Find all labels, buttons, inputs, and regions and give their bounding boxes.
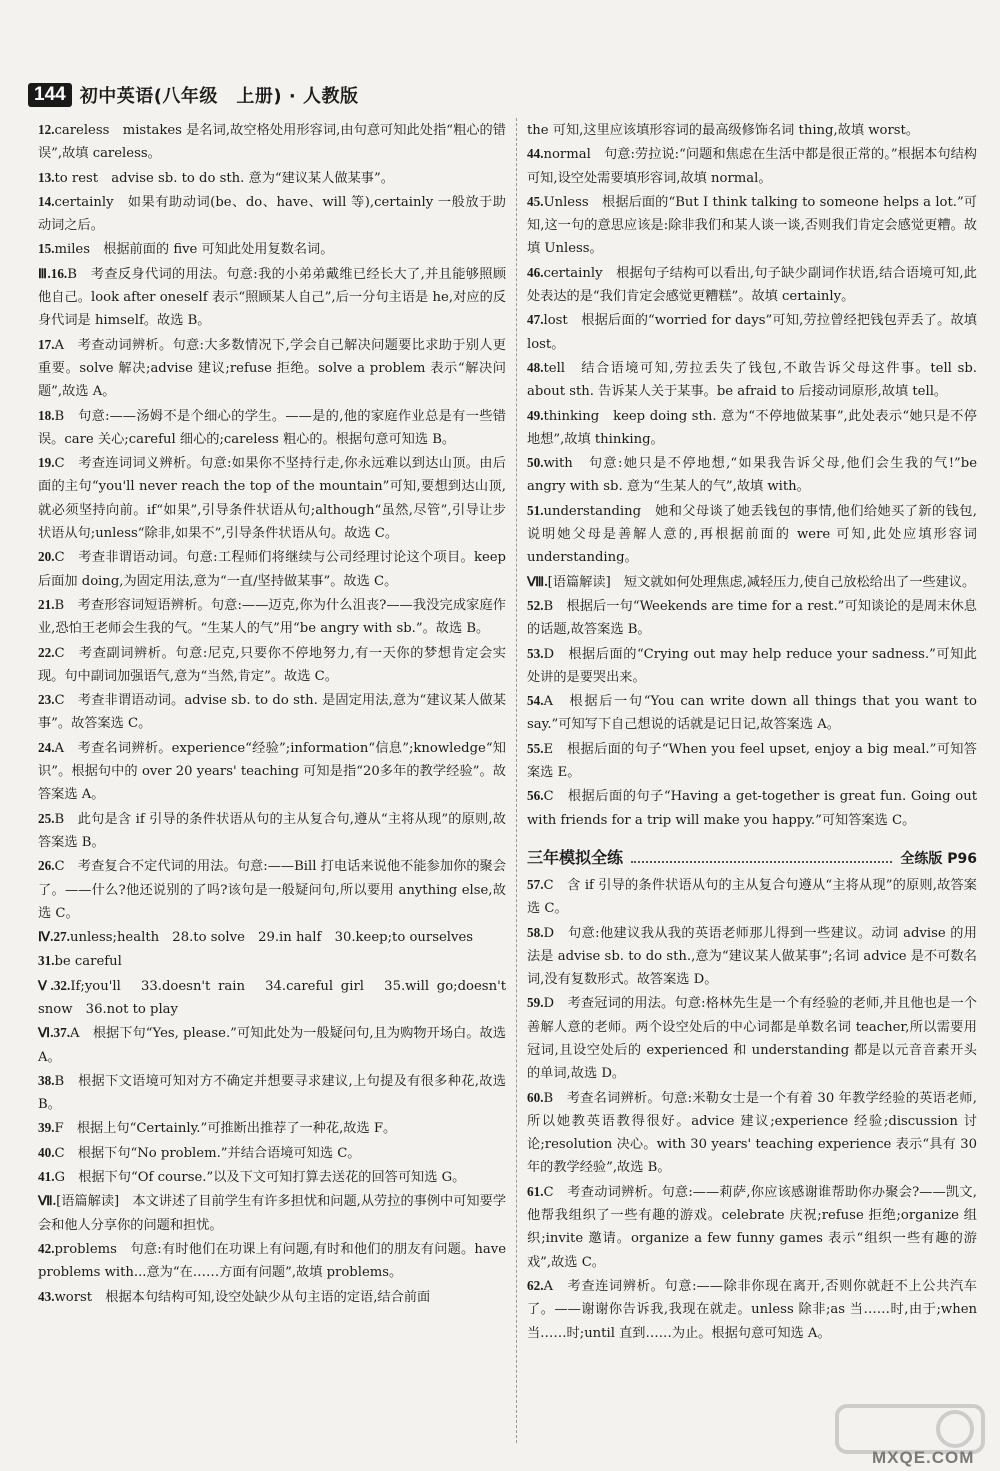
- answer-entry: [38, 1165, 506, 1189]
- answer-entry: [38, 118, 506, 166]
- answer-text: C 考查连词词义辨析。句意:如果你不坚持行走,你永远难以到达山顶。由后面的主句“you'll never reach the top of the mountain”可知,要想到达山顶,就必须坚持向前。if“如果”,引导条件状语从句;although“虽然,尽管”,引导让步状语从句;unless“除非,如果不”,引导条件状语从句。故选 C。: [38, 456, 506, 542]
- answer-number: 14.: [38, 193, 55, 209]
- answer-entry: [527, 499, 977, 570]
- answer-text: A 考查动词辨析。句意:大多数情况下,学会自己解决问题要比求助于别人更重要。solve 解决;advise 建议;refuse 拒绝。solve a problem 表示“解决问题”,故选 A。: [38, 337, 506, 400]
- answer-text: Unless 根据后面的“But I think talking to someone helps a lot.”可知,这一句的意思应该是:除非我们和某人谈一谈,否则我们肯定会感觉更糟。故填 Unless。: [527, 194, 977, 257]
- answer-number: 59.: [527, 995, 544, 1011]
- answer-number: Ⅲ.16.: [38, 265, 68, 281]
- answer-number: 42.: [38, 1240, 55, 1256]
- answer-entry: [38, 949, 506, 973]
- answer-text: C 考查动词辨析。句意:——莉萨,你应该感谢谁帮助你办聚会?——凯文,他帮我组织了一些有趣的游戏。celebrate 庆祝;refuse 拒绝;organize 组织;invite 邀请。organize a few funny games 表示“组织一些有趣的游戏”,故选 C。: [527, 1184, 977, 1270]
- answer-entry: [527, 118, 977, 142]
- answer-entry: [38, 736, 506, 807]
- answer-text: A 根据后一句“You can write down all things that you want to say.”可知写下自己想说的话就是记日记,故答案选 A。: [527, 694, 977, 733]
- answer-number: 31.: [38, 953, 55, 969]
- answer-text: E 根据后面的句子“When you feel upset, enjoy a big meal.”可知答案选 E。: [527, 741, 977, 781]
- answer-text: normal 句意:劳拉说:“问题和焦虑在生活中都是很正常的。”根据本句结构可知,设空处需要填形容词,故填 normal。: [527, 147, 977, 186]
- right-column-bottom: [527, 873, 977, 1345]
- answer-number: 25.: [38, 810, 55, 826]
- section-page-ref: 全练版 P96: [900, 850, 977, 867]
- answer-text: be careful: [54, 954, 122, 970]
- answer-number: Ⅴ.32.: [38, 977, 71, 993]
- answer-number: 60.: [527, 1089, 544, 1105]
- answer-entry: [38, 925, 506, 949]
- answer-text: G 根据下句“Of course.”以及下文可知打算去送花的回答可知选 G。: [54, 1170, 466, 1186]
- answer-entry: [527, 689, 977, 737]
- answer-number: 53.: [527, 645, 544, 661]
- answer-entry: [38, 974, 506, 1022]
- answer-number: 57.: [527, 876, 544, 892]
- answer-entry: [527, 642, 977, 690]
- answer-number: 43.: [38, 1288, 55, 1304]
- answer-text: B 句意:——汤姆不是个细心的学生。——是的,他的家庭作业总是有一些错误。care 关心;careful 细心的;careless 粗心的。根据句意可知选 B。: [38, 408, 506, 447]
- answer-entry: [527, 1086, 977, 1180]
- page-number: 144: [28, 83, 72, 107]
- answer-entry: [527, 873, 977, 921]
- answer-entry: [38, 807, 506, 855]
- answer-entry: [38, 333, 506, 404]
- answer-number: Ⅵ.37.: [38, 1025, 70, 1041]
- answer-number: Ⅶ.: [38, 1193, 57, 1209]
- answer-text: understanding 她和父母谈了她丢钱包的事情,他们给她买了新的钱包,说明她父母是善解人意的,再根据前面的 were 可知,此处应填形容词 understanding。: [527, 503, 977, 566]
- answer-text: lost 根据后面的“worried for days”可知,劳拉曾经把钱包弄丢了。故填 lost。: [527, 313, 977, 352]
- section-header: [527, 844, 977, 868]
- answer-entry: [38, 1069, 506, 1117]
- answer-number: 62.: [527, 1277, 544, 1293]
- answer-text: unless;health 28.to solve 29.in half 30.keep;to ourselves: [69, 930, 474, 946]
- answer-text: C 考查非谓语动词。句意:工程师们将继续与公司经理讨论这个项目。keep 后面加 doing,为固定用法,意为“一直/坚持做某事”。故选 C。: [38, 550, 506, 589]
- answer-number: 21.: [38, 596, 55, 612]
- answer-text: If;you'll 33.doesn't rain 34.careful girl 35.will go;doesn't snow 36.not to play: [38, 978, 506, 1017]
- answer-entry: [527, 1180, 977, 1274]
- answer-entry: [38, 1021, 506, 1069]
- answer-text: D 考查冠词的用法。句意:格林先生是一个有经验的老师,并且他也是一个善解人意的老师。两个设空处后的中心词都是单数名词 teacher,所以需要用冠词,且设空处后的 experienced 和 understanding 都是以元音音素开头的单词,故选 D。: [527, 996, 977, 1082]
- answer-text: certainly 如果有助动词(be、do、have、will 等),certainly 一般放于助动词之后。: [38, 194, 506, 234]
- answer-entry: [527, 142, 977, 190]
- answer-entry: [527, 190, 977, 261]
- answer-text: [语篇解读] 本文讲述了目前学生有许多担忧和问题,从劳拉的事例中可知要学会和他人分享你的问题和担忧。: [38, 1194, 507, 1233]
- answer-entry: [527, 784, 977, 832]
- answer-text: D 根据后面的“Crying out may help reduce your sadness.”可知此处讲的是要哭出来。: [527, 646, 977, 685]
- answer-number: 39.: [38, 1120, 55, 1136]
- section-title: 三年模拟全练: [527, 847, 624, 867]
- answer-number: 17.: [38, 336, 55, 352]
- answer-entry: [527, 921, 977, 992]
- answer-entry: [38, 237, 506, 261]
- answer-text: tell 结合语境可知,劳拉丢失了钱包,不敢告诉父母这件事。tell sb. about sth. 告诉某人关于某事。be afraid to 后接动词原形,故填 tell。: [527, 360, 977, 400]
- answer-text: D 句意:他建议我从我的英语老师那儿得到一些建议。动词 advise 的用法是 advise sb. to do sth.,意为“建议某人做某事”;名词 advice 是不可数名词,没有复数形式。故答案选 D。: [527, 925, 977, 988]
- page-header: [28, 80, 359, 110]
- answer-entry: [38, 593, 506, 641]
- answer-entry: [38, 1285, 506, 1309]
- answer-number: 49.: [527, 407, 544, 423]
- answer-number: 24.: [38, 739, 55, 755]
- answer-text: B 此句是含 if 引导的条件状语从句的主从复合句,遵从“主将从现”的原则,故答案选 B。: [38, 811, 506, 850]
- answer-text: C 考查复合不定代词的用法。句意:——Bill 打电话来说他不能参加你的聚会了。——什么?他还说别的了吗?该句是一般疑问句,所以要用 anything else,故选 C。: [38, 859, 506, 921]
- answer-number: 54.: [527, 693, 544, 709]
- answer-text: B 根据下文语境可知对方不确定并想要寻求建议,上句提及有很多种花,故选 B。: [38, 1073, 506, 1113]
- answer-entry: [527, 261, 977, 309]
- answer-number: 48.: [527, 359, 544, 375]
- answer-entry: [527, 404, 977, 452]
- answer-columns: [38, 118, 978, 1443]
- answer-entry: [38, 1189, 506, 1237]
- answer-text: careless mistakes 是名词,故空格处用形容词,由句意可知此处指“粗心的错误”,故填 careless。: [38, 123, 506, 162]
- answer-number: 56.: [527, 788, 544, 804]
- answer-entry: [38, 641, 506, 689]
- answer-entry: [527, 570, 977, 594]
- answer-text: the 可知,这里应该填形容词的最高级修饰名词 thing,故填 worst。: [527, 123, 920, 138]
- answer-text: [语篇解读] 短文就如何处理焦虑,减轻压力,使自己放松给出了一些建议。: [547, 574, 976, 590]
- answer-entry: [38, 451, 506, 545]
- answer-number: 40.: [38, 1144, 55, 1160]
- answer-number: 19.: [38, 455, 55, 471]
- answer-number: 20.: [38, 549, 55, 565]
- answer-entry: [527, 1274, 977, 1345]
- answer-text: B 根据后一句“Weekends are time for a rest.”可知谈论的是周末休息的话题,故答案选 B。: [527, 598, 977, 638]
- answer-number: 26.: [38, 858, 55, 874]
- answer-number: 52.: [527, 597, 544, 613]
- answer-number: Ⅷ.: [527, 573, 548, 589]
- answer-text: B 考查名词辨析。句意:米勒女士是一个有着 30 年教学经验的英语老师,所以她教英语教得很好。advice 建议;experience 经验;discussion 讨论;resolution 决心。with 30 years' teaching experience 表示“具有 30 年的教学经验”,故选 B。: [527, 1090, 977, 1176]
- answer-number: 44.: [527, 146, 544, 162]
- answer-entry: [38, 404, 506, 452]
- answer-number: 51.: [527, 502, 544, 518]
- answer-entry: [38, 1237, 506, 1285]
- answer-text: C 考查非谓语动词。advise sb. to do sth. 是固定用法,意为“建议某人做某事”。故答案选 C。: [38, 693, 506, 732]
- right-column-top: [527, 118, 977, 832]
- answer-entry: [38, 190, 506, 238]
- answer-number: Ⅳ.27.: [38, 929, 70, 945]
- right-column: [516, 118, 977, 1443]
- answer-text: C 考查副词辨析。句意:尼克,只要你不停地努力,有一天你的梦想肯定会实现。句中副词加强语气,意为“当然,肯定”。故选 C。: [38, 645, 506, 684]
- answer-entry: [38, 1141, 506, 1165]
- answer-text: A 考查连词辨析。句意:——除非你现在离开,否则你就赶不上公共汽车了。——谢谢你告诉我,我现在就走。unless 除非;as 当……时,由于;when 当……时;until 直到……为止。根据句意可知选 A。: [527, 1278, 977, 1341]
- answer-text: worst 根据本句结构可知,设空处缺少从句主语的定语,结合前面: [54, 1289, 431, 1305]
- answer-entry: [38, 1116, 506, 1140]
- answer-text: C 根据下句“No problem.”并结合语境可知选 C。: [54, 1145, 361, 1161]
- answer-number: 12.: [38, 122, 55, 137]
- answer-text: problems 句意:有时他们在功课上有问题,有时和他们的朋友有问题。have problems with...意为“在……方面有问题”,故填 problems。: [38, 1241, 506, 1281]
- answer-entry: [527, 594, 977, 642]
- answer-number: 15.: [38, 241, 55, 257]
- answer-entry: [527, 308, 977, 356]
- answer-text: thinking keep doing sth. 意为“不停地做某事”,此处表示“她只是不停地想”,故填 thinking。: [527, 408, 977, 447]
- answer-number: 61.: [527, 1183, 544, 1199]
- answer-entry: [38, 854, 506, 925]
- answer-entry: [38, 688, 506, 736]
- answer-number: 18.: [38, 407, 55, 423]
- answer-text: A 根据下句“Yes, please.”可知此处为一般疑问句,且为购物开场白。故选 A。: [38, 1026, 506, 1065]
- answer-text: certainly 根据句子结构可以看出,句子缺少副词作状语,结合语境可知,此处表达的是“我们肯定会感觉更糟糕”。故填 certainly。: [527, 265, 977, 305]
- answer-text: miles 根据前面的 five 可知此处用复数名词。: [54, 242, 334, 258]
- answer-number: 23.: [38, 692, 55, 708]
- answer-number: 13.: [38, 169, 55, 185]
- answer-number: 55.: [527, 740, 544, 756]
- watermark-text: MXQE.COM: [872, 1448, 975, 1467]
- answer-text: C 根据后面的句子“Having a get-together is great fun. Going out with friends for a trip will make you happy.”可知答案选 C。: [527, 789, 977, 828]
- answer-number: 58.: [527, 924, 544, 940]
- answer-number: 22.: [38, 644, 55, 660]
- answer-entry: [38, 545, 506, 593]
- answer-entry: [527, 451, 977, 499]
- answer-entry: [527, 991, 977, 1085]
- answer-number: 41.: [38, 1169, 55, 1185]
- book-title: 初中英语(八年级 上册) · 人教版: [79, 86, 359, 107]
- answer-number: 38.: [38, 1072, 55, 1088]
- answer-number: 46.: [527, 264, 544, 280]
- answer-number: 47.: [527, 312, 544, 328]
- answer-entry: [38, 166, 506, 190]
- answer-entry: [38, 262, 506, 333]
- answer-text: B 考查反身代词的用法。句意:我的小弟弟戴维已经长大了,并且能够照顾他自己。look after oneself 表示“照顾某人自己”,后一分句主语是 he,对应的反身代词是 himself。故选 B。: [38, 266, 507, 329]
- answer-text: with 句意:她只是不停地想,“如果我告诉父母,他们会生我的气!”be angry with sb. 意为“生某人的气”,故填 with。: [527, 456, 977, 495]
- section-divider: [631, 861, 892, 863]
- answer-text: A 考查名词辨析。experience“经验”;information“信息”;knowledge“知识”。根据句中的 over 20 years' teaching 可知是指“20多年的教学经验”。故答案选 A。: [38, 740, 506, 803]
- answer-number: 50.: [527, 455, 544, 471]
- answer-text: F 根据上句“Certainly.”可推断出推荐了一种花,故选 F。: [54, 1121, 397, 1137]
- answer-number: 45.: [527, 193, 544, 209]
- left-column: [38, 118, 506, 1443]
- answer-text: C 含 if 引导的条件状语从句的主从复合句遵从“主将从现”的原则,故答案选 C。: [527, 877, 977, 917]
- answer-text: B 考查形容词短语辨析。句意:——迈克,你为什么沮丧?——我没完成家庭作业,恐怕王老师会生我的气。“生某人的气”用“be angry with sb.”。故选 B。: [38, 597, 506, 637]
- answer-entry: [527, 737, 977, 785]
- answer-entry: [527, 356, 977, 404]
- answer-text: to rest advise sb. to do sth. 意为“建议某人做某事”。: [54, 170, 394, 186]
